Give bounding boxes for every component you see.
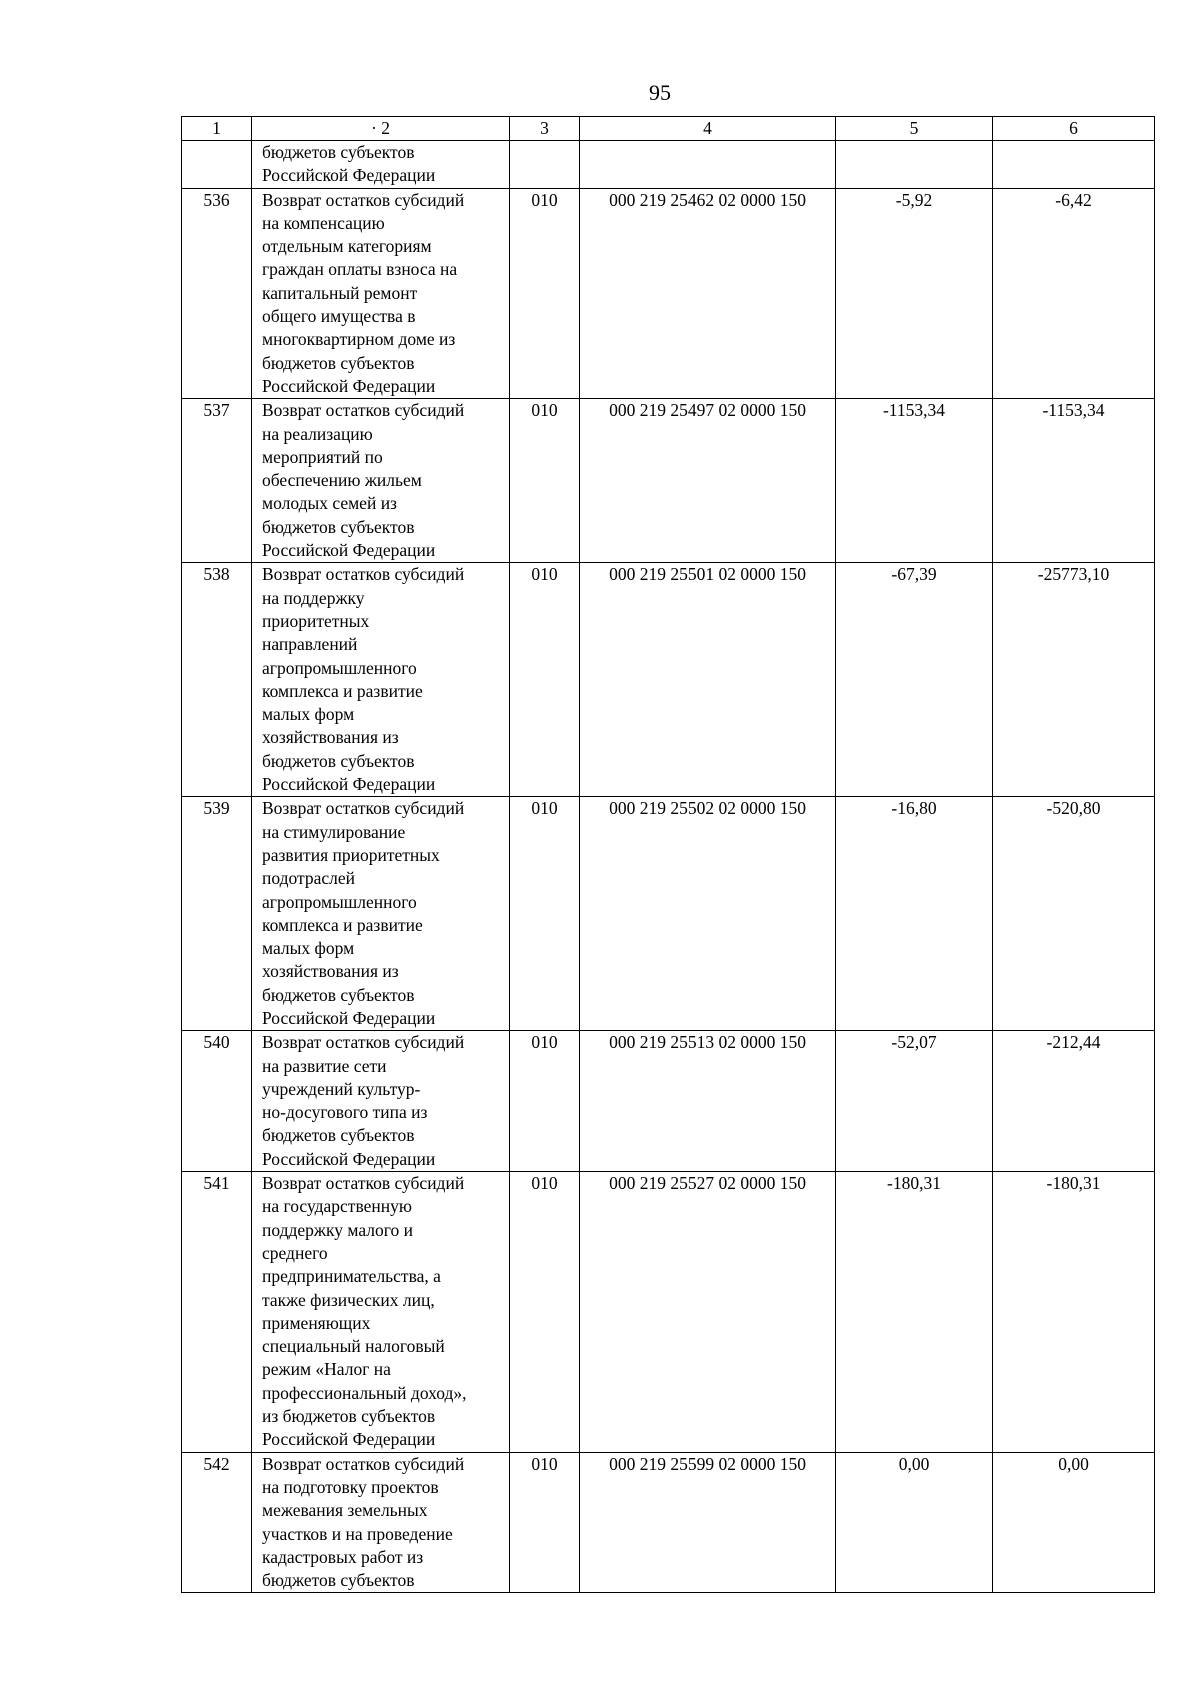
row-value-5: -52,07 [836, 1031, 993, 1172]
description-line: Российской Федерации [262, 540, 436, 561]
row-kbk: 000 219 25497 02 0000 150 [580, 399, 836, 563]
description-line: Возврат остатков субсидий [262, 798, 465, 819]
row-kbk: 000 219 25501 02 0000 150 [580, 563, 836, 797]
row-code: 010 [510, 1452, 580, 1593]
row-code: 010 [510, 797, 580, 1031]
row-number: 537 [182, 399, 252, 563]
description-line: на компенсацию [262, 212, 385, 233]
description-line: поддержку малого и [262, 1219, 413, 1240]
row-description [252, 797, 510, 1031]
table-row [182, 1452, 1155, 1593]
table-row [182, 1172, 1155, 1453]
row-value-5: -16,80 [836, 797, 993, 1031]
description-line: агропромышленного [262, 891, 417, 912]
description-line: Возврат остатков субсидий [262, 189, 465, 210]
row-value-6: -180,31 [993, 1172, 1155, 1453]
description-line: межевания земельных [262, 1500, 428, 1521]
description-line: общего имущества в [262, 306, 416, 327]
description-line: на развитие сети [262, 1055, 387, 1076]
description-line: Российской Федерации [262, 1148, 436, 1169]
description-line: бюджетов субъектов [262, 352, 415, 373]
description-line: Российской Федерации [262, 774, 436, 795]
description-line: учреждений культур- [262, 1078, 421, 1099]
description-line: бюджетов субъектов [262, 142, 415, 162]
header-col-5: 5 [836, 117, 993, 141]
row-value-5: -180,31 [836, 1172, 993, 1453]
row-kbk: 000 219 25513 02 0000 150 [580, 1031, 836, 1172]
header-col-3: 3 [510, 117, 580, 141]
header-col-6: 6 [993, 117, 1155, 141]
row-value-5: -67,39 [836, 563, 993, 797]
row-value-5: -1153,34 [836, 399, 993, 563]
description-line: Возврат остатков субсидий [262, 400, 465, 421]
description-line: Российской Федерации [262, 1007, 436, 1028]
table-row [182, 399, 1155, 563]
description-line: комплекса и развитие [262, 914, 423, 935]
description-line: Возврат остатков субсидий [262, 1032, 465, 1053]
row-value-6: 0,00 [993, 1452, 1155, 1593]
row-description [252, 188, 510, 399]
description-line: развития приоритетных [262, 844, 440, 865]
row-number: 539 [182, 797, 252, 1031]
description-line: бюджетов субъектов [262, 516, 415, 537]
row-code: 010 [510, 188, 580, 399]
row-number: 538 [182, 563, 252, 797]
table-row [182, 1031, 1155, 1172]
description-line: Российской Федерации [262, 1429, 436, 1450]
row-code: 010 [510, 563, 580, 797]
row-description [252, 1172, 510, 1453]
row-value-5: 0,00 [836, 1452, 993, 1593]
table-body [182, 141, 1155, 1593]
description-line: бюджетов субъектов [262, 1125, 415, 1146]
row-code: 010 [510, 399, 580, 563]
page-number: 95 [649, 80, 671, 105]
description-line: также физических лиц, [262, 1289, 435, 1310]
description-line: на реализацию [262, 423, 373, 444]
description-line: агропромышленного [262, 657, 417, 678]
description-line: применяющих [262, 1312, 371, 1333]
budget-table [181, 116, 1155, 1593]
row-value-6: -520,80 [993, 797, 1155, 1031]
table-row [182, 188, 1155, 399]
description-line: хозяйствования из [262, 961, 399, 982]
description-line: бюджетов субъектов [262, 1570, 415, 1591]
description-line: на поддержку [262, 587, 365, 608]
description-line: многоквартирном доме из [262, 329, 456, 350]
row-number: 540 [182, 1031, 252, 1172]
row-description [252, 1452, 510, 1593]
description-line: участков и на проведение [262, 1523, 453, 1544]
row-value-6 [993, 141, 1155, 189]
table-row [182, 797, 1155, 1031]
row-number: 536 [182, 188, 252, 399]
row-value-5: -5,92 [836, 188, 993, 399]
description-line: режим «Налог на [262, 1359, 391, 1380]
description-line: среднего [262, 1242, 328, 1263]
row-description [252, 1031, 510, 1172]
description-line: Российской Федерации [262, 375, 436, 396]
description-line: капитальный ремонт [262, 282, 418, 303]
description-line: малых форм [262, 704, 355, 725]
row-value-5 [836, 141, 993, 189]
description-line: комплекса и развитие [262, 680, 423, 701]
row-kbk [580, 141, 836, 189]
description-line: Возврат остатков субсидий [262, 564, 465, 585]
description-line: хозяйствования из [262, 727, 399, 748]
table-row [182, 141, 1155, 189]
row-number [182, 141, 252, 189]
description-line: но-досугового типа из [262, 1102, 428, 1123]
row-description [252, 399, 510, 563]
description-line: обеспечению жильем [262, 470, 422, 491]
row-number: 541 [182, 1172, 252, 1453]
row-description [252, 141, 510, 189]
row-value-6: -25773,10 [993, 563, 1155, 797]
row-value-6: -212,44 [993, 1031, 1155, 1172]
description-line: направлений [262, 634, 358, 655]
description-line: на стимулирование [262, 821, 406, 842]
description-line: бюджетов субъектов [262, 750, 415, 771]
row-description [252, 563, 510, 797]
row-kbk: 000 219 25502 02 0000 150 [580, 797, 836, 1031]
description-line: Возврат остатков субсидий [262, 1173, 465, 1194]
description-line: граждан оплаты взноса на [262, 259, 458, 280]
description-line: малых форм [262, 938, 355, 959]
header-col-4: 4 [580, 117, 836, 141]
table-header-row [182, 117, 1155, 141]
description-line: Российской Федерации [262, 165, 436, 186]
description-line: бюджетов субъектов [262, 984, 415, 1005]
description-line: кадастровых работ из [262, 1546, 424, 1567]
description-line: молодых семей из [262, 493, 397, 514]
description-line: профессиональный доход», [262, 1382, 467, 1403]
header-col-2: · 2 [252, 117, 510, 141]
description-line: предпринимательства, а [262, 1266, 441, 1287]
description-line: из бюджетов субъектов [262, 1406, 436, 1427]
row-kbk: 000 219 25599 02 0000 150 [580, 1452, 836, 1593]
description-line: специальный налоговый [262, 1336, 445, 1357]
description-line: мероприятий по [262, 446, 383, 467]
table-row [182, 563, 1155, 797]
row-value-6: -1153,34 [993, 399, 1155, 563]
row-kbk: 000 219 25462 02 0000 150 [580, 188, 836, 399]
row-code [510, 141, 580, 189]
row-code: 010 [510, 1031, 580, 1172]
row-value-6: -6,42 [993, 188, 1155, 399]
description-line: на государственную [262, 1196, 412, 1217]
description-line: на подготовку проектов [262, 1476, 439, 1497]
description-line: подотраслей [262, 868, 356, 889]
row-kbk: 000 219 25527 02 0000 150 [580, 1172, 836, 1453]
description-line: отдельным категориям [262, 236, 432, 257]
row-code: 010 [510, 1172, 580, 1453]
description-line: Возврат остатков субсидий [262, 1453, 465, 1474]
description-line: приоритетных [262, 610, 370, 631]
header-col-1: 1 [182, 117, 252, 141]
row-number: 542 [182, 1452, 252, 1593]
